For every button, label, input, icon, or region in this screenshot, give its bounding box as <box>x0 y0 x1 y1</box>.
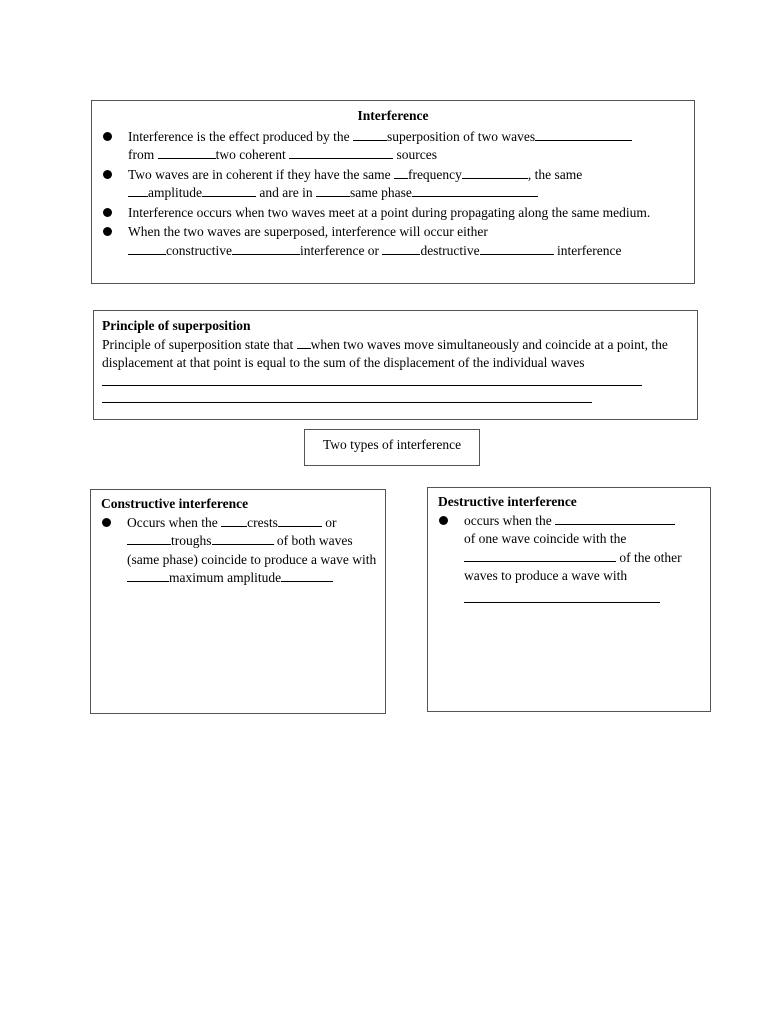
blank <box>464 549 616 562</box>
bullet-text: Interference is the effect produced by the <box>128 128 354 144</box>
blank-answer: when two waves move simultaneously and coincide at a point, the displacement at that point is equal to the sum of the displacement of the individual waves <box>102 336 668 370</box>
bullet-text: and are in <box>256 185 316 200</box>
blank <box>535 128 632 141</box>
blank-answer: same phase <box>349 185 412 200</box>
bullet-icon <box>103 208 112 217</box>
superposition-prefix: Principle of superposition state that <box>102 336 297 352</box>
constructive-heading: Constructive interference <box>101 496 249 511</box>
superposition-heading: Principle of superposition <box>102 318 251 333</box>
blank <box>127 569 169 582</box>
blank-answer: destructive <box>420 242 480 258</box>
list-item <box>102 204 684 223</box>
destructive-list <box>438 512 702 609</box>
blank <box>158 146 216 159</box>
bullet-text: of the other waves to produce a wave with <box>464 549 682 583</box>
blank <box>232 242 300 255</box>
bullet-text: Two waves are in coherent if they have the same <box>128 166 394 182</box>
blank <box>394 166 408 179</box>
blank <box>464 590 660 603</box>
blank <box>316 184 350 197</box>
blank <box>202 184 256 197</box>
blank-answer: troughs <box>171 533 212 548</box>
destructive-heading: Destructive interference <box>438 494 577 509</box>
blank-answer: crests <box>247 514 278 530</box>
destructive-box <box>427 487 711 712</box>
superposition-box <box>93 310 698 420</box>
bullet-text: interference or <box>299 242 383 258</box>
blank <box>221 514 247 527</box>
blank-answer: constructive <box>166 242 232 258</box>
bullet-text: , the same <box>527 166 583 182</box>
blank <box>289 146 393 159</box>
blank <box>412 184 538 197</box>
constructive-box <box>90 489 386 714</box>
bullet-text: interference <box>553 242 622 258</box>
bullet-text: Occurs when the <box>127 514 222 530</box>
blank <box>212 532 274 545</box>
bullet-text: Interference occurs when two waves meet at a point during propagating along the same medium. <box>128 204 651 220</box>
list-item <box>102 166 684 203</box>
bullet-text: from <box>128 147 158 162</box>
list-item <box>102 128 684 165</box>
blank <box>480 242 554 255</box>
bullet-text: of both waves (same phase) coincide to produce a wave with <box>127 533 377 567</box>
bullet-icon <box>103 132 112 141</box>
blank <box>462 166 528 179</box>
blank-answer: frequency <box>407 166 462 182</box>
blank-answer: amplitude <box>148 185 202 200</box>
blank <box>353 128 387 141</box>
interference-list <box>102 128 684 261</box>
bullet-icon <box>103 227 112 236</box>
bullet-text: When the two waves are superposed, interference will occur either <box>128 224 488 239</box>
answer-line <box>102 401 592 403</box>
types-label-box <box>304 429 480 466</box>
bullet-text: or <box>321 514 337 530</box>
blank <box>128 184 148 197</box>
constructive-list <box>101 514 377 588</box>
blank <box>555 512 675 525</box>
blank <box>281 569 333 582</box>
list-item <box>438 512 702 609</box>
bullet-icon <box>103 170 112 179</box>
blank <box>278 514 322 527</box>
interference-box <box>91 100 695 284</box>
blank-answer: two coherent <box>215 147 290 162</box>
bullet-text: of one wave coincide with the <box>464 531 627 546</box>
superposition-text <box>102 336 687 392</box>
blank <box>128 242 166 255</box>
blank <box>102 373 642 386</box>
list-item <box>102 223 684 260</box>
interference-title: Interference <box>357 108 429 123</box>
list-item <box>101 514 377 588</box>
bullet-icon <box>439 516 448 525</box>
bullet-text: sources <box>393 147 437 162</box>
bullet-text: occurs when the <box>464 512 556 528</box>
blank <box>127 532 171 545</box>
bullet-icon <box>102 518 111 527</box>
blank <box>382 242 420 255</box>
blank <box>297 336 311 349</box>
types-label: Two types of interference <box>322 437 462 452</box>
blank-answer: maximum amplitude <box>169 570 282 585</box>
blank-answer: superposition of two waves <box>387 128 536 144</box>
